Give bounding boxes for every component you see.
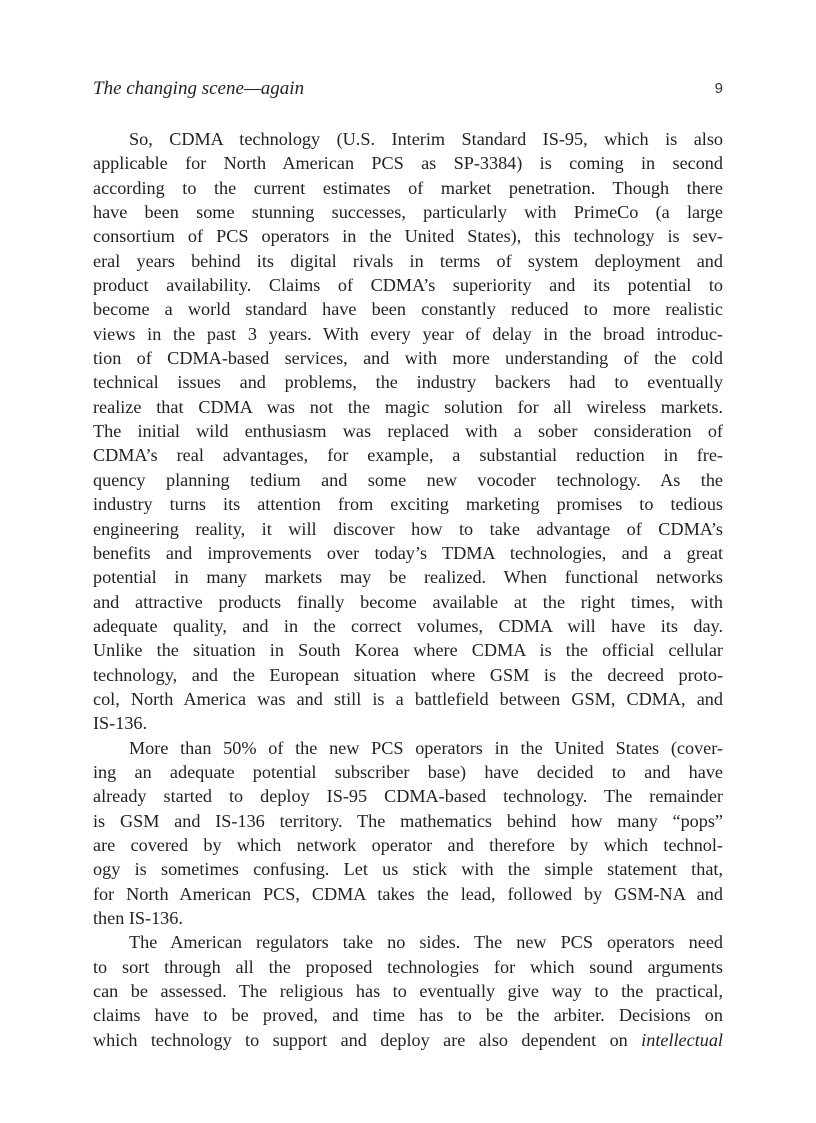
- italic-text: intellectual: [641, 1029, 723, 1050]
- text-line: [93, 1028, 723, 1052]
- text-line: views in the past 3 years. With every year of delay in the broad introduc-: [93, 323, 723, 344]
- text-line: is GSM and IS-136 territory. The mathematics behind how many “pops”: [93, 810, 723, 831]
- text-line: for North American PCS, CDMA takes the lead, followed by GSM-NA and: [93, 883, 723, 904]
- text-line: claims have to be proved, and time has to be the arbiter. Decisions on: [93, 1005, 723, 1026]
- text-line: according to the current estimates of market penetration. Though there: [93, 177, 723, 198]
- text-line: have been some stunning successes, particularly with PrimeCo (a large: [93, 202, 723, 223]
- text-line: consortium of PCS operators in the United States), this technology is sev-: [93, 226, 723, 247]
- text-line: engineering reality, it will discover how to take advantage of CDMA’s: [93, 518, 723, 539]
- body-text: [93, 127, 723, 1052]
- running-header: [93, 78, 723, 102]
- text-line: technology, and the European situation where GSM is the decreed proto-: [93, 664, 723, 685]
- text-line: product availability. Claims of CDMA’s superiority and its potential to: [93, 275, 723, 296]
- text-line: and attractive products finally become available at the right times, with: [93, 591, 723, 612]
- paragraph: [93, 736, 723, 931]
- running-title: The changing scene—again: [93, 78, 305, 99]
- text-line: IS-136.: [93, 713, 148, 734]
- text-line-span: which technology to support and deploy are also dependent on: [93, 1029, 642, 1050]
- text-line: eral years behind its digital rivals in terms of system deployment and: [93, 250, 723, 271]
- text-line: More than 50% of the new PCS operators in the United States (cover-: [129, 737, 723, 758]
- text-line: already started to deploy IS-95 CDMA-based technology. The remainder: [93, 786, 723, 807]
- text-line: can be assessed. The religious has to eventually give way to the practical,: [93, 981, 723, 1002]
- text-line: are covered by which network operator and therefore by which technol-: [93, 834, 723, 855]
- text-line: benefits and improvements over today’s TDMA technologies, and a great: [93, 542, 723, 563]
- paragraph: [93, 127, 723, 736]
- text-line: ogy is sometimes confusing. Let us stick with the simple statement that,: [93, 859, 723, 880]
- text-line: The initial wild enthusiasm was replaced with a sober consideration of: [93, 421, 723, 442]
- text-line: adequate quality, and in the correct volumes, CDMA will have its day.: [93, 615, 723, 636]
- text-line: CDMA’s real advantages, for example, a substantial reduction in fre-: [93, 445, 723, 466]
- text-line: quency planning tedium and some new vocoder technology. As the: [93, 469, 723, 490]
- text-line: tion of CDMA-based services, and with more understanding of the cold: [93, 348, 723, 369]
- text-line: industry turns its attention from exciting marketing promises to tedious: [93, 494, 723, 515]
- text-line: ing an adequate potential subscriber base) have decided to and have: [93, 761, 723, 782]
- text-line: applicable for North American PCS as SP-3384) is coming in second: [93, 153, 723, 174]
- text-line: to sort through all the proposed technologies for which sound arguments: [93, 956, 723, 977]
- text-line: So, CDMA technology (U.S. Interim Standard IS-95, which is also: [129, 129, 723, 149]
- text-line: Unlike the situation in South Korea where CDMA is the official cellular: [93, 640, 723, 661]
- text-line: become a world standard have been constantly reduced to more realistic: [93, 299, 723, 320]
- text-line: realize that CDMA was not the magic solution for all wireless markets.: [93, 396, 723, 417]
- text-line: col, North America was and still is a battlefield between GSM, CDMA, and: [93, 688, 723, 709]
- text-line: potential in many markets may be realized. When functional networks: [93, 567, 723, 588]
- text-line: then IS-136.: [93, 908, 183, 928]
- text-line: technical issues and problems, the industry backers had to eventually: [93, 372, 723, 393]
- paragraph: [93, 930, 723, 1052]
- page-number: 9: [714, 80, 723, 97]
- text-line: The American regulators take no sides. The new PCS operators need: [129, 932, 723, 953]
